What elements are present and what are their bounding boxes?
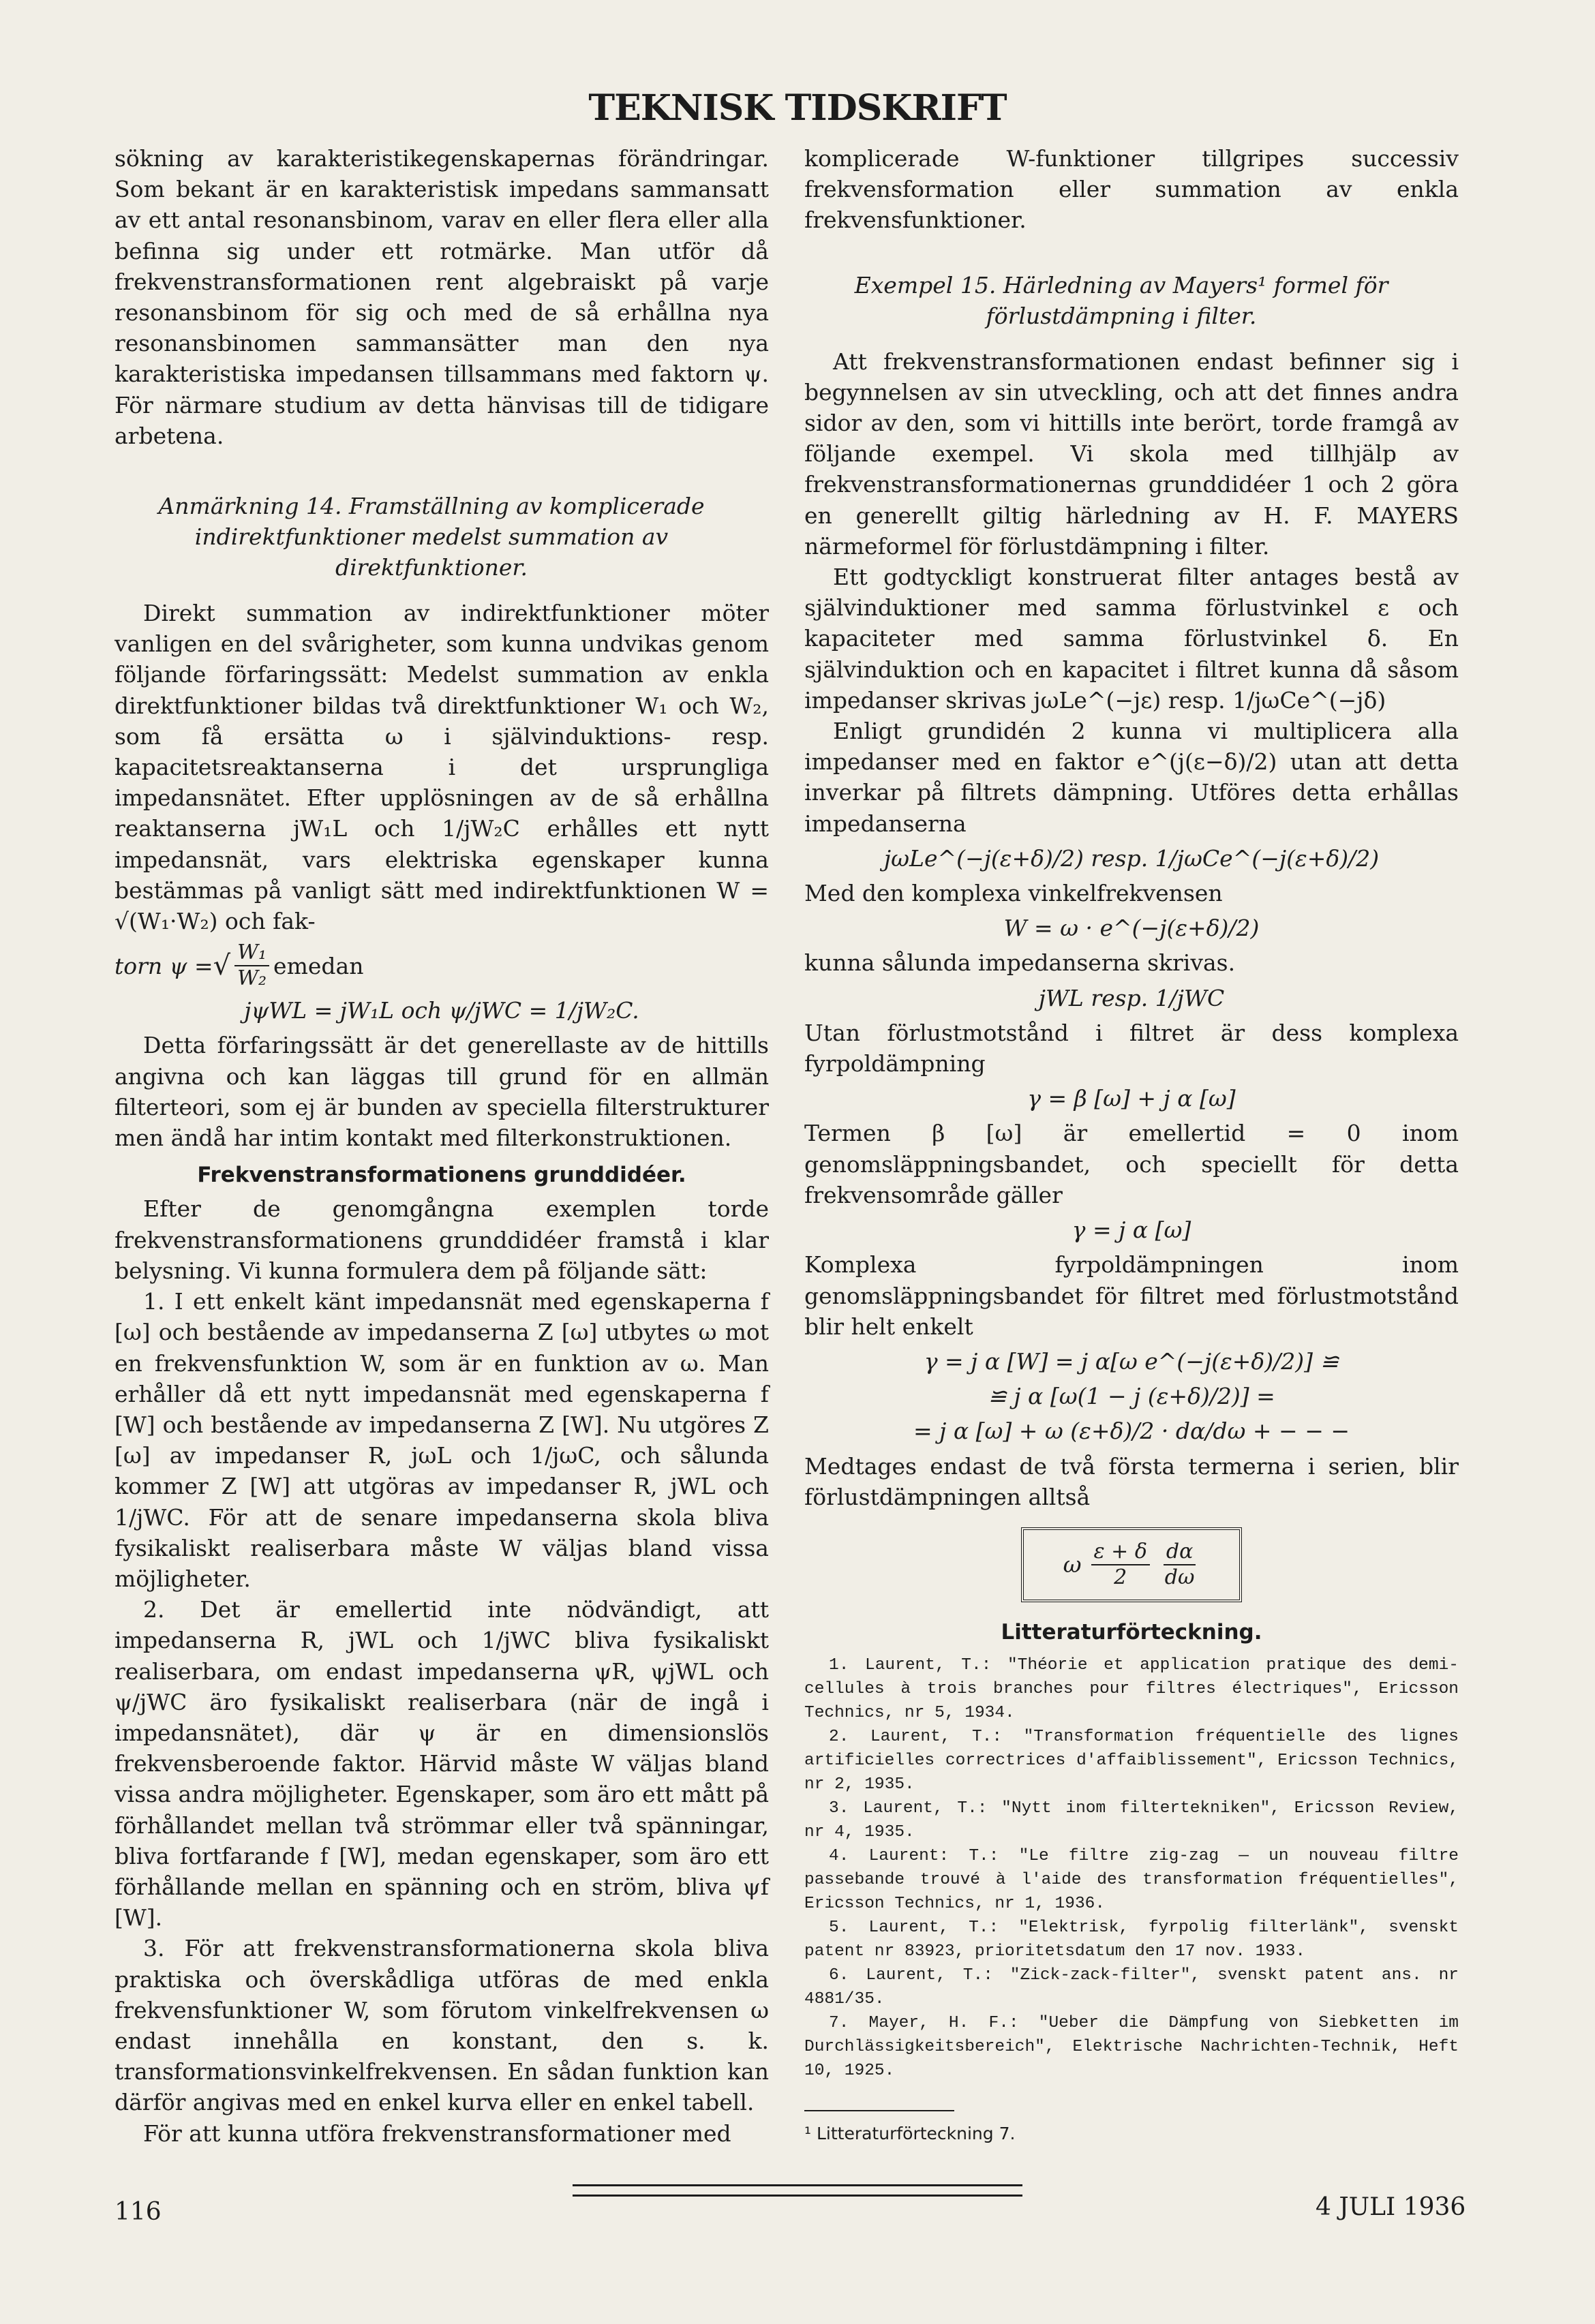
paragraph: Medtages endast de två första termerna i serien, blir förlustdämpningen alltså (804, 1452, 1459, 1510)
reference-item: 5. Laurent, T.: "Elektrisk, fyrpolig filterlänk", svenskt patent nr 83923, prioritetsdatum den 17 nov. 1933. (804, 1918, 1459, 1961)
equation-lead: torn ψ = (115, 952, 213, 979)
footer-divider (573, 2184, 1022, 2197)
paragraph: 3. För att frekvenstransformationerna skola bliva praktiska och överskådliga utföras de med enkla frekvensfunktioner W, som förutom vinkelfrekvensen ω endast innehålla en konstant, den s. k. transformationsvinkelfrekvensen. En sådan funktion kan därför angivas med en enkel kurva eller en enkel tabell. (115, 1935, 769, 2116)
paragraph: Med den komplexa vinkelfrekvensen (804, 880, 1223, 907)
formula-lead: ω (1063, 1551, 1082, 1578)
references-title: Litteraturförteckning. (1001, 1619, 1262, 1645)
reference-item: 6. Laurent, T.: "Zick-zack-filter", svenskt patent ans. nr 4881/35. (804, 1966, 1459, 2009)
page-number: 116 (115, 2198, 162, 2226)
section-heading: Exempel 15. Härledning av Mayers¹ formel för förlustdämpning i filter. (854, 271, 1388, 329)
fraction-den: dω (1164, 1565, 1195, 1589)
equation: W = ω · e^(−j(ε+δ)/2) (1003, 915, 1260, 942)
paragraph: sökning av karakteristikegenskapernas förändringar. Som bekant är en karakteristisk impedans sammansatt av ett antal resonansbinom, varav en eller flera eller alla befinna sig under ett rotmärke. Man utför då frekvenstransformationen rent algebraiskt på varje resonansbinom för sig och med de så erhållna nya resonansbinomen sammansätter man den nya karakteristiska impedansen tillsammans med faktorn ψ. För närmare studium av detta hänvisas till de tidigare arbetena. (115, 145, 769, 449)
paragraph: Komplexa fyrpoldämpningen inom genomsläppningsbandet för filtret med förlustmotstånd blir helt enkelt (804, 1251, 1459, 1340)
right-column (804, 143, 1459, 2149)
paragraph: Ett godtyckligt konstruerat filter antages bestå av självinduktioner med samma förlustvinkel ε och kapaciteter med samma förlustvinkel δ. En självinduktion och en kapacitet i filtret kunna då såsom impedanser skrivas jωLe^(−jε) resp. 1/jωCe^(−jδ) (804, 564, 1459, 714)
paragraph: 1. I ett enkelt känt impedansnät med egenskaperna f [ω] och bestående av impedanserna Z [ω] utbytes ω mot en frekvensfunktion W, som är en funktion av ω. Man erhåller då ett nytt impedansnät med egenskaperna f [W] och bestående av impedanserna Z [W]. Nu utgöres Z [ω] av impedanser R, jωL och 1/jωC, och sålunda kommer Z [W] att utgöras av impedanser R, jWL och 1/jWC. För att de senare impedanserna skola bliva fysikaliskt realiserbara måste W väljas bland vissa möjligheter. (115, 1288, 769, 1592)
equation: γ = j α [ω] (1072, 1217, 1191, 1244)
paragraph: komplicerade W-funktioner tillgripes successiv frekvensformation eller summation av enkla frekvensfunktioner. (804, 145, 1459, 234)
paragraph: Enligt grundidén 2 kunna vi multiplicera alla impedanser med en faktor e^(j(ε−δ)/2) utan att detta inverkar på filtrets dämpning. Utföres detta erhållas impedanserna (804, 718, 1459, 837)
footnote-divider (804, 2110, 954, 2111)
equation: jψWL = jW₁L och ψ/jWC = 1/jW₂C. (244, 997, 639, 1024)
reference-item: 2. Laurent, T.: "Transformation fréquentielle des lignes artificielles correctrices d'affaiblissement", Ericsson Technics, nr 2, 1935. (804, 1728, 1459, 1794)
fraction-den: 2 (1114, 1565, 1127, 1589)
fraction (234, 941, 269, 991)
equation: γ = β [ω] + j α [ω] (1027, 1085, 1236, 1112)
equation: ≌ j α [ω(1 − j (ε+δ)/2)] = (988, 1383, 1275, 1410)
paragraph: Efter de genomgångna exemplen torde frekvenstransformationens grunddidéer framstå i klar belysning. Vi kunna formulera dem på följande sätt: (115, 1195, 769, 1284)
paragraph: Termen β [ω] är emellertid = 0 inom genomsläppningsbandet, och speciellt för detta frekvensområde gäller (804, 1120, 1459, 1208)
equation-tail: emedan (273, 952, 364, 979)
equation-psi (115, 941, 769, 991)
date-day: 4 (1316, 2193, 1331, 2221)
fraction-den: W₂ (237, 966, 267, 991)
boxed-formula (1021, 1527, 1242, 1602)
reference-item: 1. Laurent, T.: "Théorie et application pratique des demi-cellules à trois branches pour filtres électriques", Ericsson Technics, nr 5, 1934. (804, 1656, 1459, 1723)
masthead: TEKNISK TIDSKRIFT (588, 87, 1007, 129)
sqrt-icon: √ (213, 949, 231, 981)
paragraph: 2. Det är emellertid inte nödvändigt, att impedanserna R, jWL och 1/jWC bliva fysikaliskt realiserbara, om endast impedanserna ψR, ψjWL och ψ/jWC äro fysikaliskt realiserbara (när de ingå i impedansnätet), där ψ är en dimensionslös frekvensberoende faktor. Härvid måste W väljas bland vissa andra möjligheter. Egenskaper, som äro ett mått på förhållandet mellan två strömmar eller två spänningar, bliva fortfarande f [W], medan egenskaper, som äro ett förhållande mellan en spänning och en ström, bliva ψf [W]. (115, 1596, 769, 1931)
paragraph: För att kunna utföra frekvenstransformationer med (143, 2120, 731, 2147)
equation: = j α [ω] + ω (ε+δ)/2 · dα/dω + − − − (913, 1418, 1350, 1445)
equation: jωLe^(−j(ε+δ)/2) resp. 1/jωCe^(−j(ε+δ)/2) (883, 844, 1380, 872)
reference-item: 7. Mayer, H. F.: "Ueber die Dämpfung von Siebketten im Durchlässigkeitsbereich", Elektrische Nachrichten-Technik, Heft 10, 1925. (804, 2014, 1459, 2081)
left-column (115, 143, 769, 2149)
reference-item: 3. Laurent, T.: "Nytt inom filtertekniken", Ericsson Review, nr 4, 1935. (804, 1799, 1459, 1842)
fraction (1091, 1540, 1150, 1590)
fraction-num: W₁ (234, 941, 269, 966)
date-year: 1936 (1403, 2193, 1466, 2221)
fraction-num: ε + δ (1091, 1540, 1150, 1565)
date-month: JULI (1339, 2193, 1396, 2221)
fraction (1164, 1540, 1196, 1590)
references-list (804, 1653, 1459, 2083)
section-heading: Anmärkning 14. Framställning av komplicerade indirektfunktioner medelst summation av direktfunktioner. (158, 493, 705, 581)
reference-item: 4. Laurent: T.: "Le filtre zig-zag — un nouveau filtre passebande trouvé à l'aide des transformation fréquentielles", Ericsson Technics, nr 1, 1936. (804, 1847, 1459, 1914)
fraction-num: dα (1164, 1540, 1196, 1565)
paragraph: Detta förfaringssätt är det generellaste av de hittills angivna och kan läggas till grund för en allmän filterteori, som ej är bunden av speciella filterstrukturer men ändå har intim kontakt med filterkonstruktionen. (115, 1032, 769, 1152)
footnote: ¹ Litteraturförteckning 7. (804, 2124, 1016, 2144)
paragraph: Att frekvenstransformationen endast befinner sig i begynnelsen av sin utveckling, och att det finnes andra sidor av den, som vi hittills inte berört, torde framgå av följande exempel. Vi skola med tillhjälp av frekvenstransformationernas grunddidéer 1 och 2 göra en generellt giltig härledning av H. F. MAYERS närmeformel för förlustdämpning i filter. (804, 348, 1459, 560)
subheading: Frekvenstransformationens grunddidéer. (197, 1163, 686, 1188)
paragraph: Utan förlustmotstånd i filtret är dess komplexa fyrpoldämpning (804, 1019, 1459, 1077)
equation: jWL resp. 1/jWC (1038, 984, 1225, 1011)
paragraph: Direkt summation av indirektfunktioner möter vanligen en del svårigheter, som kunna undvikas genom följande förfaringssätt: Medelst summation av enkla direktfunktioner bildas två direktfunktioner W₁ och W₂, som få ersätta ω i självinduktions- resp. kapacitetsreaktanserna i det ursprungliga impedansnätet. Efter upplösningen av de så erhållna reaktanserna jW₁L och 1/jW₂C erhålles ett nytt impedansnät, vars elektriska egenskaper kunna bestämmas på vanligt sätt med indirektfunktionen W = √(W₁·W₂) och fak- (115, 600, 769, 935)
issue-date (1316, 2193, 1465, 2221)
paragraph: kunna sålunda impedanserna skrivas. (804, 949, 1236, 977)
equation: γ = j α [W] = j α[ω e^(−j(ε+δ)/2)] ≌ (924, 1347, 1339, 1375)
